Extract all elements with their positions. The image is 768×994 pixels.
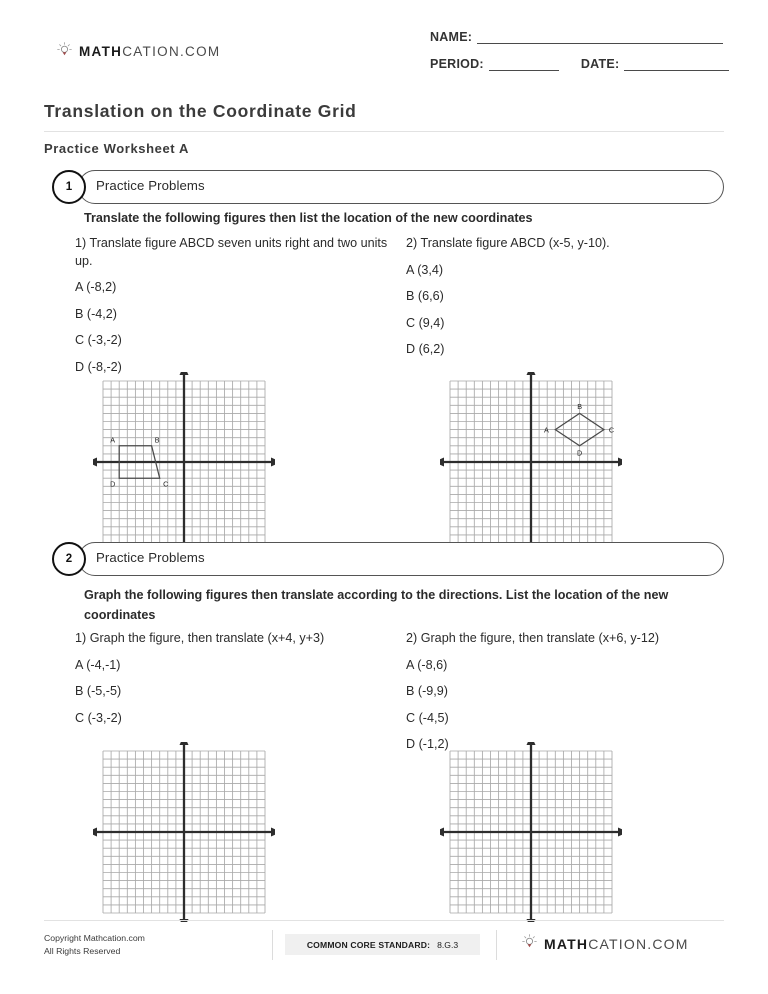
section-1-number: 1 bbox=[52, 170, 86, 204]
coordinate-grid-2 bbox=[440, 372, 622, 552]
brand-wordmark bbox=[79, 45, 220, 59]
ccs-value: 8.G.3 bbox=[437, 939, 459, 950]
svg-text:A: A bbox=[110, 435, 116, 445]
coordinate-b: B (-5,-5) bbox=[75, 684, 122, 699]
page-subtitle: Practice Worksheet A bbox=[44, 141, 189, 156]
student-info-block bbox=[430, 28, 730, 82]
period-date-row bbox=[430, 55, 730, 71]
footer-separator-right bbox=[496, 930, 497, 960]
svg-text:A: A bbox=[544, 425, 549, 435]
name-input[interactable] bbox=[477, 32, 723, 44]
section-2-problem-1 bbox=[75, 630, 405, 738]
coordinate-a: A (-8,6) bbox=[406, 657, 448, 672]
common-core-standard-badge bbox=[285, 934, 480, 955]
problem-prompt: 2) Graph the figure, then translate (x+6, y-12) bbox=[406, 631, 660, 645]
period-label: PERIOD: bbox=[430, 57, 484, 71]
date-input[interactable] bbox=[624, 59, 729, 71]
brand-bold: MATH bbox=[544, 936, 589, 952]
section-1-problem-2 bbox=[406, 235, 736, 370]
copyright-text bbox=[44, 932, 145, 957]
section-2-label: Practice Problems bbox=[96, 550, 205, 565]
coordinate-c: C (-4,5) bbox=[406, 710, 449, 725]
section-1-problem-1 bbox=[75, 235, 405, 388]
header-logo bbox=[57, 42, 220, 62]
coordinate-grid-1 bbox=[93, 372, 275, 552]
coordinate-d: D (-1,2) bbox=[406, 737, 449, 752]
coordinate-b: B (-4,2) bbox=[75, 306, 117, 321]
section-2-instruction: Graph the following figures then translate according to the directions. List the location of the new coordinates bbox=[84, 588, 669, 622]
name-row bbox=[430, 28, 730, 44]
page-title: Translation on the Coordinate Grid bbox=[44, 101, 357, 121]
section-1-header bbox=[44, 170, 724, 204]
coordinate-d: D (6,2) bbox=[406, 342, 445, 357]
footer-separator-left bbox=[272, 930, 273, 960]
footer-divider bbox=[44, 920, 724, 921]
name-label: NAME: bbox=[430, 30, 473, 44]
copyright-line-2: All Rights Reserved bbox=[44, 945, 121, 956]
section-2-number: 2 bbox=[52, 542, 86, 576]
date-label: DATE: bbox=[580, 57, 620, 71]
period-input[interactable] bbox=[489, 59, 559, 71]
coordinate-grid-3 bbox=[93, 742, 275, 922]
problem-prompt: 1) Translate figure ABCD seven units right and two units up. bbox=[75, 236, 388, 268]
coordinate-a: A (3,4) bbox=[406, 262, 444, 277]
coordinate-b: B (6,6) bbox=[406, 289, 444, 304]
brand-light: CATION.COM bbox=[588, 936, 689, 952]
section-2-header bbox=[44, 542, 724, 576]
svg-text:C: C bbox=[608, 425, 615, 435]
title-divider bbox=[44, 131, 724, 132]
svg-text:D: D bbox=[110, 479, 116, 489]
coordinate-grid-4 bbox=[440, 742, 622, 922]
coordinate-c: C (9,4) bbox=[406, 315, 445, 330]
problem-prompt: 1) Graph the figure, then translate (x+4, y+3) bbox=[75, 631, 325, 645]
coordinate-c: C (-3,-2) bbox=[75, 710, 122, 725]
brand-bold: MATH bbox=[79, 44, 123, 60]
coordinate-b: B (-9,9) bbox=[406, 684, 448, 699]
coordinate-d: D (-8,-2) bbox=[75, 360, 122, 375]
svg-text:B: B bbox=[154, 435, 160, 445]
lightbulb-icon bbox=[522, 934, 537, 954]
svg-text:D: D bbox=[576, 448, 583, 458]
coordinate-a: A (-4,-1) bbox=[75, 657, 121, 672]
ccs-label: COMMON CORE STANDARD: bbox=[306, 939, 431, 950]
brand-wordmark bbox=[544, 937, 689, 951]
svg-text:B: B bbox=[577, 401, 582, 411]
svg-text:C: C bbox=[163, 479, 169, 489]
footer-logo bbox=[522, 934, 689, 954]
section-1-label: Practice Problems bbox=[96, 178, 205, 193]
coordinate-c: C (-3,-2) bbox=[75, 333, 122, 348]
brand-light: CATION.COM bbox=[122, 44, 221, 60]
copyright-line-1: Copyright Mathcation.com bbox=[44, 933, 145, 943]
lightbulb-icon bbox=[57, 42, 72, 62]
coordinate-a: A (-8,2) bbox=[75, 280, 117, 295]
section-1-instruction: Translate the following figures then list the location of the new coordinates bbox=[84, 211, 533, 225]
problem-prompt: 2) Translate figure ABCD (x-5, y-10). bbox=[406, 236, 610, 250]
